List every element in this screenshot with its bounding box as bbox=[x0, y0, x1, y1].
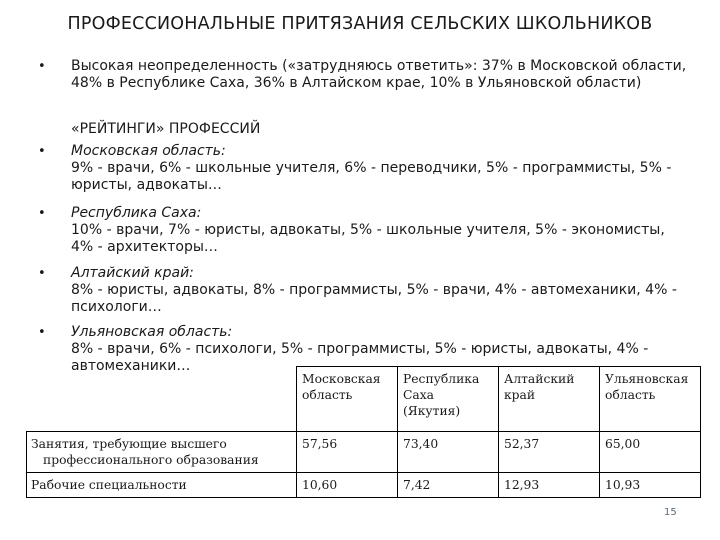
column-header: Республика Саха (Якутия) bbox=[398, 367, 499, 432]
bullet-marker: • bbox=[38, 325, 46, 340]
region-name: Республика Саха: bbox=[71, 205, 202, 221]
table-cell: 7,42 bbox=[398, 473, 499, 498]
region-professions: 9% - врачи, 6% - школьные учителя, 6% - переводчики, 5% - программисты, 5% - юристы, адвокаты… bbox=[71, 160, 672, 193]
bullet-marker: • bbox=[38, 144, 46, 159]
table-cell: 10,60 bbox=[297, 473, 398, 498]
row-label: Рабочие специальности bbox=[27, 473, 297, 498]
table-corner bbox=[27, 367, 297, 432]
table-cell: 52,37 bbox=[499, 432, 600, 473]
ratings-heading: «РЕЙТИНГИ» ПРОФЕССИЙ bbox=[71, 121, 261, 137]
table-row bbox=[27, 473, 701, 498]
region-professions: 8% - врачи, 6% - психологи, 5% - программисты, 5% - юристы, адвокаты, 4% - автомеханики… bbox=[71, 341, 649, 374]
column-header: Алтайский край bbox=[499, 367, 600, 432]
bullet-marker: • bbox=[38, 206, 46, 221]
table-cell: 57,56 bbox=[297, 432, 398, 473]
column-header: Ульяновская область bbox=[600, 367, 701, 432]
slide-title: ПРОФЕССИОНАЛЬНЫЕ ПРИТЯЗАНИЯ СЕЛЬСКИХ ШКОЛЬНИКОВ bbox=[67, 14, 653, 34]
column-header: Московская область bbox=[297, 367, 398, 432]
region-name: Московская область: bbox=[71, 143, 226, 159]
row-label: Занятия, требующие высшего профессионального образования bbox=[27, 432, 297, 473]
page-number: 15 bbox=[664, 507, 677, 518]
bullet-marker: • bbox=[38, 266, 46, 281]
table-header-row bbox=[27, 367, 701, 432]
region-professions: 10% - врачи, 7% - юристы, адвокаты, 5% - школьные учителя, 5% - экономисты, 4% - архитекторы… bbox=[71, 222, 665, 255]
table-cell: 10,93 bbox=[600, 473, 701, 498]
bullet-marker: • bbox=[38, 59, 46, 74]
table-cell: 65,00 bbox=[600, 432, 701, 473]
table-cell: 12,93 bbox=[499, 473, 600, 498]
region-professions: 8% - юристы, адвокаты, 8% - программисты, 5% - врачи, 4% - автомеханики, 4% - психологи… bbox=[71, 282, 677, 315]
table-cell: 73,40 bbox=[398, 432, 499, 473]
table-row bbox=[27, 432, 701, 473]
region-name: Ульяновская область: bbox=[71, 324, 233, 340]
region-name: Алтайский край: bbox=[71, 265, 194, 281]
professions-table bbox=[26, 366, 701, 498]
uncertainty-text: Высокая неопределенность («затрудняюсь ответить»: 37% в Московской области, 48% в Республике Саха, 36% в Алтайском крае, 10% в Ульяновской области) bbox=[71, 58, 687, 91]
